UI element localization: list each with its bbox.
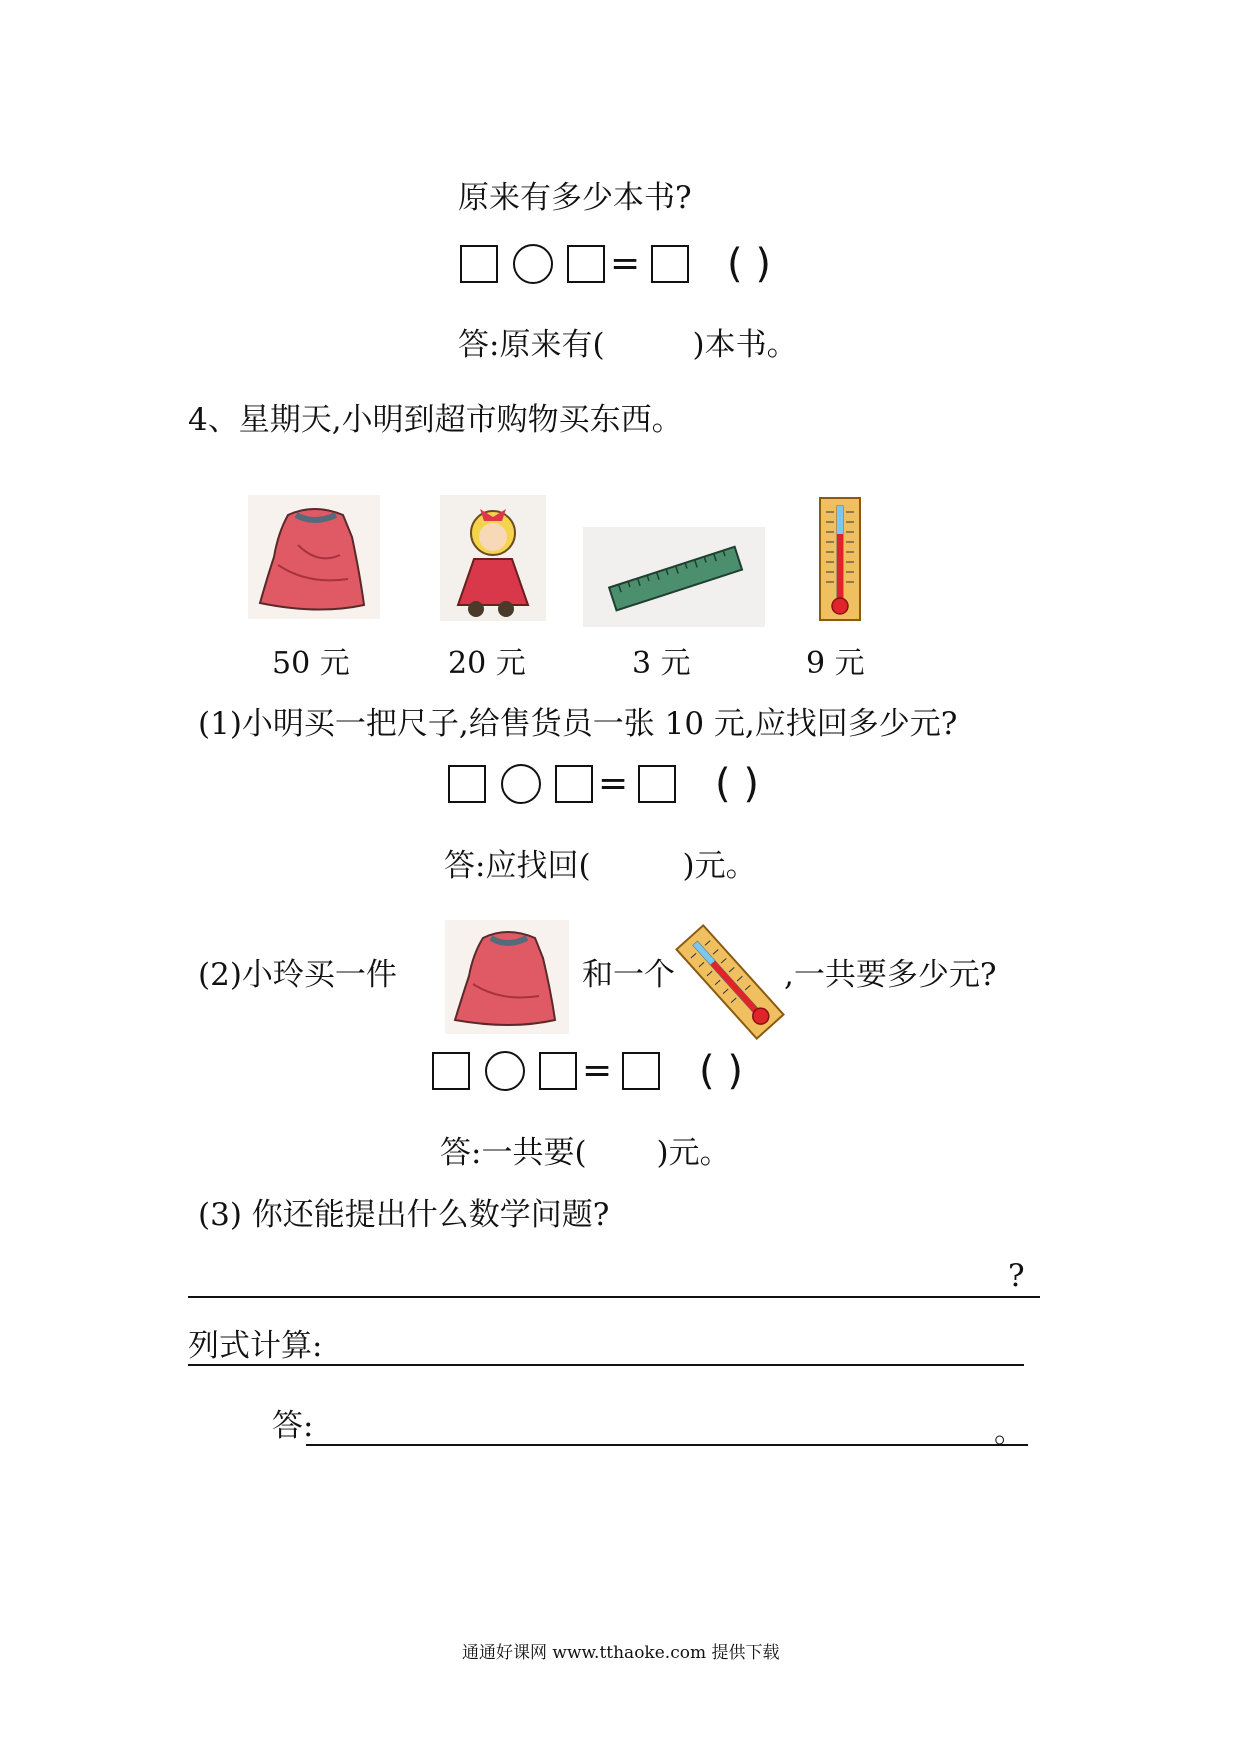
unit-paren[interactable]: ( )	[715, 761, 759, 807]
price-thermometer: 9 元	[806, 646, 865, 681]
q4-title: 4、星期天,小明到超市购物买东西。	[188, 402, 683, 438]
answer-box[interactable]	[460, 245, 498, 283]
doll-icon	[440, 495, 546, 621]
equals-sign: =	[582, 1050, 613, 1091]
shirt-icon	[248, 495, 380, 619]
question-write-line[interactable]	[188, 1296, 1040, 1298]
calc-label: 列式计算:	[188, 1328, 323, 1364]
operator-circle[interactable]	[513, 244, 553, 284]
answer-suffix: )元。	[682, 848, 757, 884]
shirt-icon	[445, 920, 569, 1034]
sub3-question: (3) 你还能提出什么数学问题?	[198, 1197, 610, 1233]
answer-box[interactable]	[622, 1052, 660, 1090]
footer-credit: 通通好课网 www.tthaoke.com 提供下载	[462, 1643, 780, 1663]
answer-suffix: )元。	[656, 1135, 731, 1171]
sub1-answer	[444, 846, 757, 886]
answer-box[interactable]	[432, 1052, 470, 1090]
sub2-question-b: 和一个	[582, 957, 675, 993]
answer-prefix: 答:应找回(	[444, 848, 591, 884]
q3-answer	[458, 325, 798, 365]
ruler-icon	[583, 527, 765, 627]
question-mark: ?	[1008, 1258, 1025, 1294]
unit-paren[interactable]: ( )	[727, 241, 771, 287]
answer-box[interactable]	[651, 245, 689, 283]
price-doll: 20 元	[448, 646, 526, 681]
answer-box[interactable]	[448, 765, 486, 803]
answer-box[interactable]	[638, 765, 676, 803]
sub2-question-c: ,一共要多少元?	[784, 957, 997, 993]
answer-label: 答:	[272, 1408, 314, 1444]
answer-suffix: )本书。	[692, 327, 798, 363]
operator-circle[interactable]	[485, 1051, 525, 1091]
q3-question: 原来有多少本书?	[458, 180, 692, 216]
operator-circle[interactable]	[501, 764, 541, 804]
answer-box[interactable]	[555, 765, 593, 803]
calc-write-line[interactable]	[188, 1364, 1024, 1366]
thermometer-icon	[818, 496, 862, 622]
answer-end-mark: 。	[994, 1414, 1025, 1450]
unit-paren[interactable]: ( )	[699, 1048, 743, 1094]
answer-write-line[interactable]	[306, 1444, 1028, 1446]
price-shirt: 50 元	[272, 646, 350, 681]
sub1-question: (1)小明买一把尺子,给售货员一张 10 元,应找回多少元?	[198, 706, 958, 742]
answer-prefix: 答:一共要(	[440, 1135, 587, 1171]
answer-box[interactable]	[539, 1052, 577, 1090]
answer-prefix: 答:原来有(	[458, 327, 605, 363]
equals-sign: =	[598, 763, 629, 804]
sub2-question-a: (2)小玲买一件	[198, 957, 397, 993]
price-ruler: 3 元	[632, 646, 691, 681]
thermometer-icon	[670, 920, 790, 1044]
equals-sign: =	[610, 243, 641, 284]
sub2-answer	[440, 1133, 731, 1173]
answer-box[interactable]	[567, 245, 605, 283]
